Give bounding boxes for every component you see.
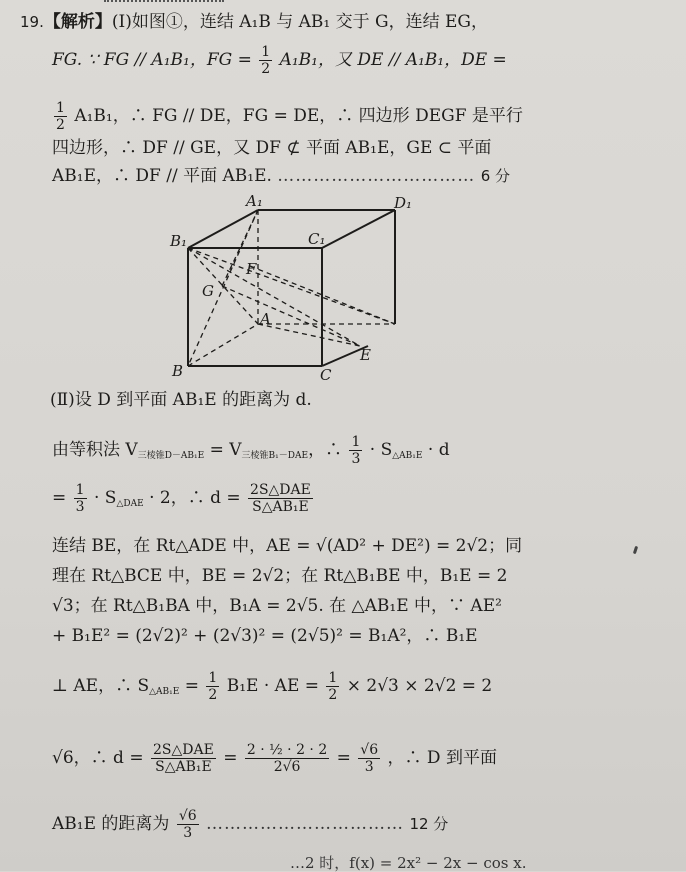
- part2-line-6: [52, 598, 502, 615]
- score-12: 12 分: [409, 815, 449, 834]
- solution-line-4: [52, 140, 491, 157]
- label-C: C: [320, 366, 332, 380]
- fraction-third-1: [349, 434, 362, 467]
- problem-number: 19.: [20, 13, 44, 31]
- label-G: G: [202, 282, 214, 300]
- part2-line-4: [52, 538, 522, 555]
- area-subscript-2: △DAE: [116, 499, 144, 510]
- line-4-text: 四边形，∴ DF // GE，又 DF ⊄ 平面 AB₁E，GE ⊂ 平面: [52, 138, 492, 158]
- fraction-numerator: 1: [208, 670, 218, 686]
- fraction-half-3: [206, 670, 219, 703]
- line-3-text: A₁B₁，∴ FG // DE，FG = DE，∴ 四边形 DEGF 是平行: [74, 106, 523, 127]
- fraction-numerator: 1: [56, 100, 65, 116]
- part2-line-9-d: ，∴ D 到平面: [387, 748, 497, 769]
- part1-label: (Ⅰ): [111, 12, 132, 32]
- fraction-numerator: 2S△DAE: [153, 742, 214, 758]
- part2-line-1-text: 设 D 到平面 AB₁E 的距离为 d.: [74, 390, 312, 410]
- fraction-numerator: 1: [75, 482, 85, 498]
- part2-line-9-a: √6，∴ d =: [52, 748, 144, 769]
- top-dotted-rule: [104, 0, 224, 6]
- part2-line-8-c: B₁E · AE =: [226, 676, 320, 697]
- part2-line-3-c: · 2，∴ d =: [143, 488, 241, 509]
- fraction-big: [245, 742, 329, 775]
- volume-subscript-1: 三棱锥D－AB₁E: [137, 451, 205, 462]
- part2-line-9-b: =: [223, 748, 238, 769]
- fraction-half-4: [326, 670, 339, 703]
- fraction-d-formula-2: [151, 742, 216, 775]
- part2-line-10: [52, 808, 448, 841]
- leader-dots: ……………………………: [277, 166, 476, 186]
- part2-line-2-c: ，∴: [308, 440, 343, 461]
- label-B1: B₁: [170, 232, 188, 250]
- part2-line-3-b: · S: [93, 488, 117, 509]
- part2-line-2: [52, 434, 450, 467]
- part2-line-8-b: =: [179, 676, 200, 697]
- fraction-denominator: 2: [328, 687, 338, 704]
- part2-line-2-b: = V: [204, 440, 242, 461]
- pen-mark: [633, 546, 638, 555]
- fraction-numerator: 1: [261, 44, 271, 60]
- label-F: F: [246, 260, 257, 278]
- part2-line-2-a: 由等积法 V: [52, 440, 138, 461]
- solution-line-5: [52, 168, 510, 185]
- line-1-text: 如图①，连结 A₁B 与 AB₁ 交于 G，连结 EG，: [131, 12, 489, 32]
- label-E: E: [360, 346, 371, 364]
- part2-line-3: [52, 482, 315, 515]
- line-2-text-b: A₁B₁，又 DE // A₁B₁，DE =: [279, 50, 507, 71]
- bottom-cutoff-line: [290, 856, 527, 871]
- line-2-text-a: FG. ∵ FG // A₁B₁，FG =: [52, 50, 252, 71]
- solution-line-2: [52, 44, 507, 77]
- label-D1: D₁: [394, 194, 413, 212]
- fraction-numerator: √6: [178, 808, 197, 824]
- part2-line-4-text: 连结 BE，在 Rt△ADE 中，AE = √(AD² + DE²) = 2√2；同: [52, 536, 523, 556]
- part2-line-7-text: + B₁E² = (2√2)² + (2√3)² = (2√5)² = B₁A²，∴ B₁E: [52, 626, 478, 646]
- solution-line-1: [20, 14, 488, 31]
- fraction-third-2: [74, 482, 87, 515]
- part2-line-8-a: ⊥ AE，∴ S: [52, 676, 150, 697]
- part2-line-3-a: =: [52, 488, 67, 509]
- prism-diagram: [160, 188, 420, 380]
- label-A: A: [260, 310, 271, 328]
- area-subscript-1: △AB₁E: [392, 451, 423, 462]
- part2-line-5-text: 理在 Rt△BCE 中，BE = 2√2；在 Rt△B₁BE 中，B₁E = 2: [52, 566, 508, 586]
- fraction-numerator: 2S△DAE: [250, 482, 311, 498]
- score-6: 6 分: [480, 167, 511, 185]
- fraction-numerator: √6: [360, 742, 379, 758]
- fraction-denominator: 3: [183, 825, 193, 842]
- analysis-tag: 【解析】: [43, 12, 112, 32]
- line-5-text: AB₁E，∴ DF // 平面 AB₁E.: [52, 166, 272, 186]
- part2-line-1: [50, 392, 312, 409]
- part2-line-2-d: · S: [369, 440, 393, 461]
- fraction-denominator: 3: [75, 499, 85, 516]
- fraction-half-1: [259, 44, 272, 77]
- fraction-denominator: S△AB₁E: [155, 759, 212, 776]
- part2-line-9-c: =: [336, 748, 351, 769]
- part2-line-6-text: √3；在 Rt△B₁BA 中，B₁A = 2√5. 在 △AB₁E 中，∵ AE²: [52, 596, 502, 616]
- fraction-denominator: 2√6: [273, 759, 301, 776]
- label-C1: C₁: [308, 230, 326, 248]
- area-subscript-3: △AB₁E: [149, 687, 180, 698]
- part2-line-5: [52, 568, 507, 585]
- fraction-answer-2: [177, 808, 199, 841]
- part2-line-8-d: × 2√3 × 2√2 = 2: [346, 676, 493, 697]
- fraction-denominator: 2: [261, 61, 271, 78]
- solution-line-3: [52, 100, 523, 133]
- fraction-denominator: 2: [208, 687, 218, 704]
- fraction-d-formula: [248, 482, 313, 515]
- prism-figure: [160, 188, 420, 380]
- part2-line-9: [52, 742, 497, 775]
- label-B: B: [172, 362, 184, 380]
- label-A1: A₁: [246, 192, 263, 210]
- fraction-numerator: 1: [328, 670, 338, 686]
- bottom-cutoff-text: …2 时，f(x) = 2x² − 2x − cos x.: [290, 854, 527, 872]
- fraction-denominator: 3: [351, 451, 361, 468]
- part2-line-10-a: AB₁E 的距离为: [52, 814, 170, 835]
- fraction-denominator: S△AB₁E: [252, 499, 309, 516]
- fraction-answer-1: [358, 742, 380, 775]
- part2-line-7: [52, 628, 478, 645]
- part2-label: (Ⅱ): [50, 390, 75, 410]
- volume-subscript-2: 三棱锥B₁－DAE: [241, 451, 309, 462]
- fraction-denominator: 3: [364, 759, 374, 776]
- part2-line-8: [52, 670, 492, 703]
- fraction-half-2: [54, 100, 67, 133]
- fraction-numerator: 2 · ½ · 2 · 2: [246, 742, 328, 758]
- part2-line-2-e: · d: [422, 440, 450, 461]
- fraction-denominator: 2: [56, 117, 65, 134]
- leader-dots-2: ……………………………: [206, 814, 405, 835]
- fraction-numerator: 1: [351, 434, 361, 450]
